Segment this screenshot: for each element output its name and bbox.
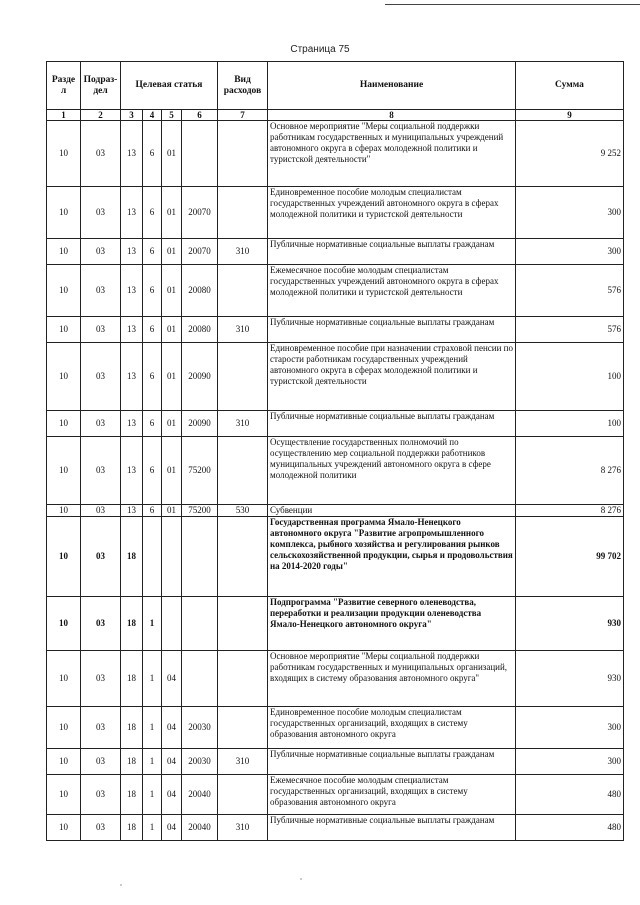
cell-sum: 300	[516, 707, 624, 749]
table-row	[47, 239, 624, 265]
cell-name: Публичные нормативные социальные выплаты гражданам	[268, 411, 516, 437]
cell-razdel: 10	[47, 597, 81, 651]
cell-name: Публичные нормативные социальные выплаты гражданам	[268, 815, 516, 841]
cell-vid	[218, 517, 268, 597]
table-row	[47, 749, 624, 775]
cell-cs-direction: 20030	[182, 707, 218, 749]
header-razdel: Разде л	[47, 62, 81, 110]
cell-name: Основное мероприятие "Меры социальной поддержки работникам государственных и муниципальных учреждений автономного округа в сферах молодежной политики и туристской деятельности"	[268, 121, 516, 187]
cell-cs-program: 18	[121, 815, 143, 841]
cell-cs-direction: 75200	[182, 437, 218, 505]
cell-cs-program: 18	[121, 749, 143, 775]
cell-vid	[218, 265, 268, 317]
table-row	[47, 815, 624, 841]
cell-cs-program: 13	[121, 505, 143, 517]
cell-name: Государственная программа Ямало-Ненецкого автономного округа "Развитие агропромышленного комплекса, рыбного хозяйства и регулирования рынков сельскохозяйственной продукции, сырья и продовольствия на 2014-2020 годы"	[268, 517, 516, 597]
cell-sum: 100	[516, 343, 624, 411]
cell-cs-program: 13	[121, 437, 143, 505]
cell-podrazdel: 03	[81, 651, 121, 707]
scan-speck	[120, 884, 122, 886]
header-naimenovanie: Наименование	[268, 62, 516, 110]
cell-sum: 930	[516, 597, 624, 651]
cell-cs-event	[162, 597, 182, 651]
cell-podrazdel: 03	[81, 517, 121, 597]
cell-cs-program: 13	[121, 411, 143, 437]
cell-sum: 480	[516, 815, 624, 841]
cell-cs-subprogram: 6	[143, 411, 162, 437]
cell-vid	[218, 343, 268, 411]
cell-cs-subprogram: 6	[143, 121, 162, 187]
cell-razdel: 10	[47, 317, 81, 343]
cell-cs-subprogram: 6	[143, 505, 162, 517]
cell-cs-subprogram: 6	[143, 265, 162, 317]
cell-cs-event: 04	[162, 707, 182, 749]
col-number: 5	[162, 110, 182, 121]
cell-sum: 576	[516, 265, 624, 317]
cell-cs-program: 13	[121, 121, 143, 187]
cell-cs-direction: 20070	[182, 239, 218, 265]
cell-sum: 300	[516, 239, 624, 265]
cell-cs-direction: 20040	[182, 775, 218, 815]
cell-cs-subprogram: 1	[143, 651, 162, 707]
cell-cs-program: 18	[121, 775, 143, 815]
page-number-label: Страница 75	[290, 44, 350, 55]
cell-cs-event: 01	[162, 505, 182, 517]
cell-cs-event: 01	[162, 121, 182, 187]
cell-cs-event: 04	[162, 651, 182, 707]
cell-razdel: 10	[47, 343, 81, 411]
table-row	[47, 121, 624, 187]
cell-razdel: 10	[47, 239, 81, 265]
cell-cs-program: 18	[121, 517, 143, 597]
table-row-subprogram	[47, 597, 624, 651]
cell-name: Публичные нормативные социальные выплаты гражданам	[268, 239, 516, 265]
cell-podrazdel: 03	[81, 505, 121, 517]
cell-cs-event: 01	[162, 317, 182, 343]
col-number: 4	[143, 110, 162, 121]
cell-razdel: 10	[47, 187, 81, 239]
cell-cs-program: 13	[121, 343, 143, 411]
cell-cs-subprogram: 6	[143, 343, 162, 411]
cell-cs-direction: 20040	[182, 815, 218, 841]
cell-cs-program: 18	[121, 707, 143, 749]
header-vid-rashodov: Вид расходов	[218, 62, 268, 110]
cell-name: Единовременное пособие молодым специалистам государственных учреждений автономного округа в сферах молодежной политики и туристской деятельности	[268, 187, 516, 239]
cell-sum: 9 252	[516, 121, 624, 187]
cell-name: Публичные нормативные социальные выплаты гражданам	[268, 749, 516, 775]
cell-cs-direction: 20090	[182, 343, 218, 411]
header-celevaya-statya: Целевая статья	[121, 62, 218, 110]
table-row	[47, 505, 624, 517]
cell-cs-program: 13	[121, 265, 143, 317]
cell-podrazdel: 03	[81, 239, 121, 265]
cell-cs-direction	[182, 121, 218, 187]
cell-cs-subprogram: 1	[143, 815, 162, 841]
cell-razdel: 10	[47, 815, 81, 841]
cell-razdel: 10	[47, 651, 81, 707]
column-numbers-row	[47, 110, 624, 121]
cell-razdel: 10	[47, 505, 81, 517]
cell-cs-direction: 75200	[182, 505, 218, 517]
col-number: 1	[47, 110, 81, 121]
cell-vid: 310	[218, 239, 268, 265]
cell-sum: 930	[516, 651, 624, 707]
cell-vid	[218, 437, 268, 505]
cell-sum: 300	[516, 749, 624, 775]
cell-cs-program: 13	[121, 239, 143, 265]
cell-name: Осуществление государственных полномочий по осуществлению мер социальной поддержки работников муниципальных учреждений автономного округа в сфере молодежной политики	[268, 437, 516, 505]
cell-razdel: 10	[47, 411, 81, 437]
cell-cs-event: 01	[162, 265, 182, 317]
col-number: 3	[121, 110, 143, 121]
cell-razdel: 10	[47, 517, 81, 597]
top-edge-line	[385, 4, 640, 5]
cell-cs-event: 01	[162, 343, 182, 411]
cell-razdel: 10	[47, 775, 81, 815]
table-row	[47, 343, 624, 411]
cell-cs-program: 13	[121, 317, 143, 343]
cell-cs-event: 04	[162, 815, 182, 841]
cell-cs-subprogram	[143, 517, 162, 597]
col-number: 9	[516, 110, 624, 121]
cell-name: Подпрограмма "Развитие северного оленеводства, переработки и реализации продукции оленеводства Ямало-Ненецкого автономного округа"	[268, 597, 516, 651]
cell-sum: 300	[516, 187, 624, 239]
cell-podrazdel: 03	[81, 437, 121, 505]
cell-sum: 480	[516, 775, 624, 815]
cell-cs-subprogram: 6	[143, 317, 162, 343]
cell-cs-subprogram: 6	[143, 187, 162, 239]
cell-cs-subprogram: 1	[143, 775, 162, 815]
table-row	[47, 187, 624, 239]
table-row	[47, 707, 624, 749]
cell-sum: 8 276	[516, 437, 624, 505]
cell-name: Единовременное пособие при назначении страховой пенсии по старости работникам государственных учреждений автономного округа в сферах молодежной политики и туристской деятельности	[268, 343, 516, 411]
cell-name: Ежемесячное пособие молодым специалистам государственных учреждений автономного округа в сферах молодежной политики и туристской деятельности	[268, 265, 516, 317]
cell-cs-subprogram: 1	[143, 707, 162, 749]
cell-sum: 99 702	[516, 517, 624, 597]
cell-cs-direction	[182, 651, 218, 707]
cell-cs-event: 01	[162, 411, 182, 437]
cell-podrazdel: 03	[81, 187, 121, 239]
cell-razdel: 10	[47, 437, 81, 505]
cell-vid	[218, 597, 268, 651]
cell-sum: 576	[516, 317, 624, 343]
col-number: 6	[182, 110, 218, 121]
table-row	[47, 317, 624, 343]
cell-vid: 310	[218, 317, 268, 343]
cell-vid	[218, 707, 268, 749]
table-row	[47, 411, 624, 437]
cell-vid: 310	[218, 411, 268, 437]
cell-name: Публичные нормативные социальные выплаты гражданам	[268, 317, 516, 343]
cell-cs-direction	[182, 597, 218, 651]
cell-name: Основное мероприятие "Меры социальной поддержки работникам государственных и муниципальных организаций, входящих в систему образования автономного округа"	[268, 651, 516, 707]
cell-podrazdel: 03	[81, 265, 121, 317]
scan-speck	[300, 878, 302, 880]
table-row	[47, 775, 624, 815]
cell-vid: 310	[218, 815, 268, 841]
header-podrazdel: Подраз- дел	[81, 62, 121, 110]
cell-cs-subprogram: 6	[143, 239, 162, 265]
cell-vid	[218, 187, 268, 239]
cell-sum: 8 276	[516, 505, 624, 517]
cell-cs-subprogram: 1	[143, 597, 162, 651]
cell-podrazdel: 03	[81, 775, 121, 815]
cell-podrazdel: 03	[81, 597, 121, 651]
cell-cs-event: 04	[162, 749, 182, 775]
cell-cs-direction: 20080	[182, 317, 218, 343]
cell-cs-subprogram: 1	[143, 749, 162, 775]
cell-vid	[218, 121, 268, 187]
budget-table	[46, 61, 624, 841]
cell-cs-direction: 20080	[182, 265, 218, 317]
col-number: 7	[218, 110, 268, 121]
cell-podrazdel: 03	[81, 707, 121, 749]
table-row-program	[47, 517, 624, 597]
cell-vid	[218, 775, 268, 815]
cell-podrazdel: 03	[81, 317, 121, 343]
cell-cs-event: 01	[162, 187, 182, 239]
cell-podrazdel: 03	[81, 749, 121, 775]
cell-cs-direction: 20030	[182, 749, 218, 775]
cell-cs-direction: 20090	[182, 411, 218, 437]
cell-podrazdel: 03	[81, 343, 121, 411]
table-row	[47, 437, 624, 505]
cell-cs-direction	[182, 517, 218, 597]
cell-vid	[218, 651, 268, 707]
cell-name: Субвенции	[268, 505, 516, 517]
cell-cs-program: 18	[121, 651, 143, 707]
header-row	[47, 62, 624, 110]
cell-cs-program: 18	[121, 597, 143, 651]
cell-cs-subprogram: 6	[143, 437, 162, 505]
cell-vid: 310	[218, 749, 268, 775]
col-number: 8	[268, 110, 516, 121]
cell-cs-program: 13	[121, 187, 143, 239]
cell-vid: 530	[218, 505, 268, 517]
cell-cs-event: 01	[162, 239, 182, 265]
cell-razdel: 10	[47, 749, 81, 775]
cell-razdel: 10	[47, 121, 81, 187]
cell-razdel: 10	[47, 707, 81, 749]
cell-cs-event: 01	[162, 437, 182, 505]
cell-podrazdel: 03	[81, 121, 121, 187]
header-summa: Сумма	[516, 62, 624, 110]
cell-razdel: 10	[47, 265, 81, 317]
cell-cs-event	[162, 517, 182, 597]
cell-name: Ежемесячное пособие молодым специалистам государственных организаций, входящих в систему образования автономного округа	[268, 775, 516, 815]
col-number: 2	[81, 110, 121, 121]
table-row	[47, 265, 624, 317]
cell-cs-direction: 20070	[182, 187, 218, 239]
cell-podrazdel: 03	[81, 815, 121, 841]
cell-name: Единовременное пособие молодым специалистам государственных организаций, входящих в систему образования автономного округа	[268, 707, 516, 749]
table-row	[47, 651, 624, 707]
cell-podrazdel: 03	[81, 411, 121, 437]
cell-cs-event: 04	[162, 775, 182, 815]
cell-sum: 100	[516, 411, 624, 437]
